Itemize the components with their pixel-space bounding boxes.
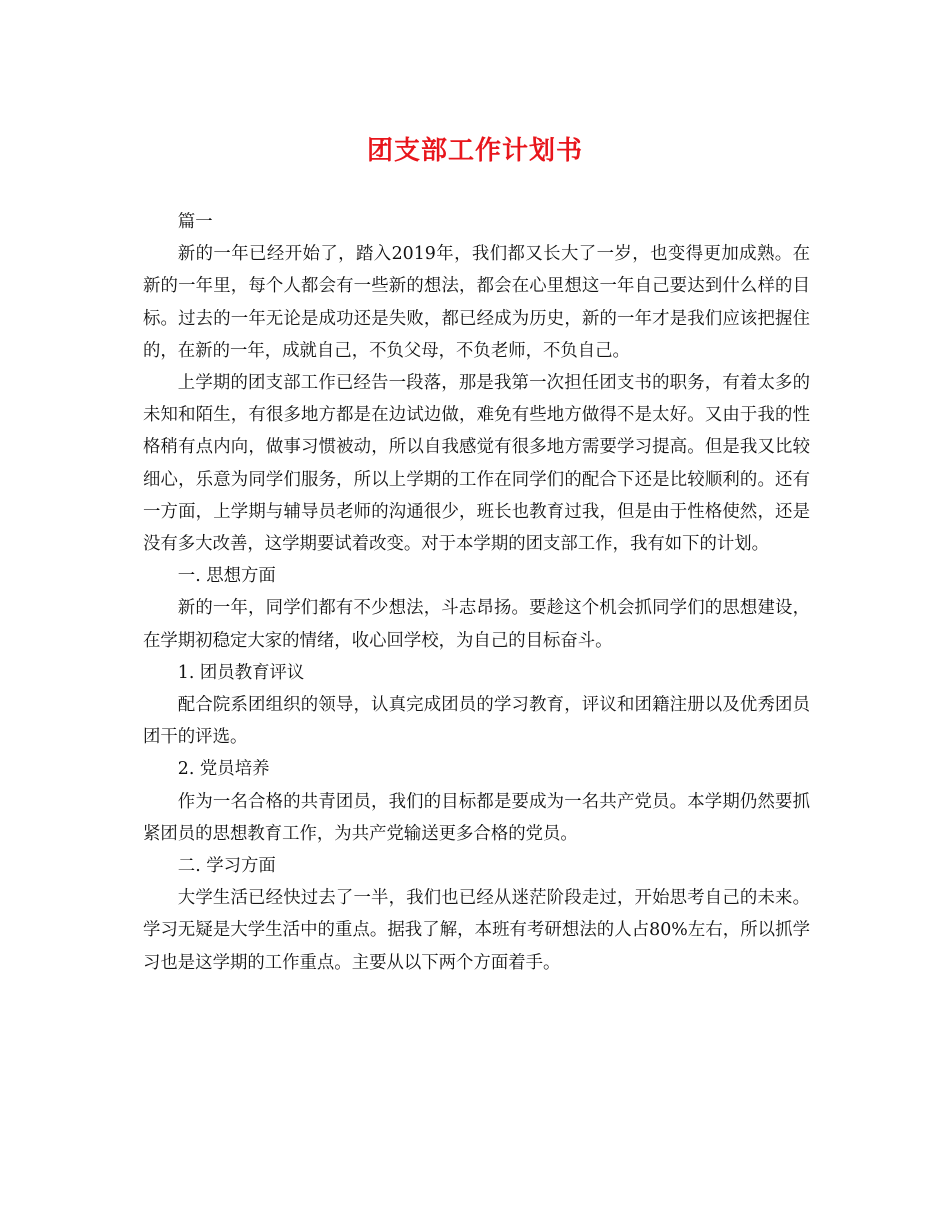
heading-thought: 一. 思想方面	[177, 566, 276, 587]
paragraph-party-training: 作为一名合格的共青团员，我们的目标都是要成为一名共产党员。本学期仍然要抓紧团员的思想教育工作，为共产党输送更多合格的党员。	[143, 791, 810, 844]
paragraph-study: 大学生活已经快过去了一半，我们也已经从迷茫阶段走过，开始思考自己的未来。学习无疑是大学生活中的重点。据我了解，本班有考研想法的人占80%左右，所以抓学习也是这学期的工作重点。主要从以下两个方面着手。	[143, 888, 810, 973]
paragraph-section-label: 篇一	[177, 212, 213, 232]
paragraph-intro: 新的一年已经开始了，踏入2019年，我们都又长大了一岁，也变得更加成熟。在新的一年里，每个人都会有一些新的想法，都会在心里想这一年自己要达到什么样的目标。过去的一年无论是成功还是失败，都已经成为历史，新的一年才是我们应该把握住的，在新的一年，成就自己，不负父母，不负老师，不负自己。	[143, 244, 810, 361]
paragraph-thought: 新的一年，同学们都有不少想法，斗志昂扬。要趁这个机会抓同学们的思想建设，在学期初稳定大家的情绪，收心回学校，为自己的目标奋斗。	[143, 598, 810, 651]
subheading-member-education: 1. 团员教育评议	[177, 662, 305, 683]
subheading-party-training: 2. 党员培养	[177, 759, 270, 780]
heading-study: 二. 学习方面	[177, 856, 276, 877]
document-title: 团支部工作计划书	[366, 136, 583, 166]
document-body	[143, 206, 810, 979]
paragraph-review: 上学期的团支部工作已经告一段落，那是我第一次担任团支书的职务，有着太多的未知和陌生，有很多地方都是在边试边做，难免有些地方做得不是太好。又由于我的性格稍有点内向，做事习惯被动，所以自我感觉有很多地方需要学习提高。但是我又比较细心，乐意为同学们服务，所以上学期的工作在同学们的配合下还是比较顺利的。还有一方面，上学期与辅导员老师的沟通很少，班长也教育过我，但是由于性格使然，还是没有多大改善，这学期要试着改变。对于本学期的团支部工作，我有如下的计划。	[143, 373, 810, 555]
paragraph-member-education: 配合院系团组织的领导，认真完成团员的学习教育，评议和团籍注册以及优秀团员团干的评选。	[143, 695, 810, 748]
